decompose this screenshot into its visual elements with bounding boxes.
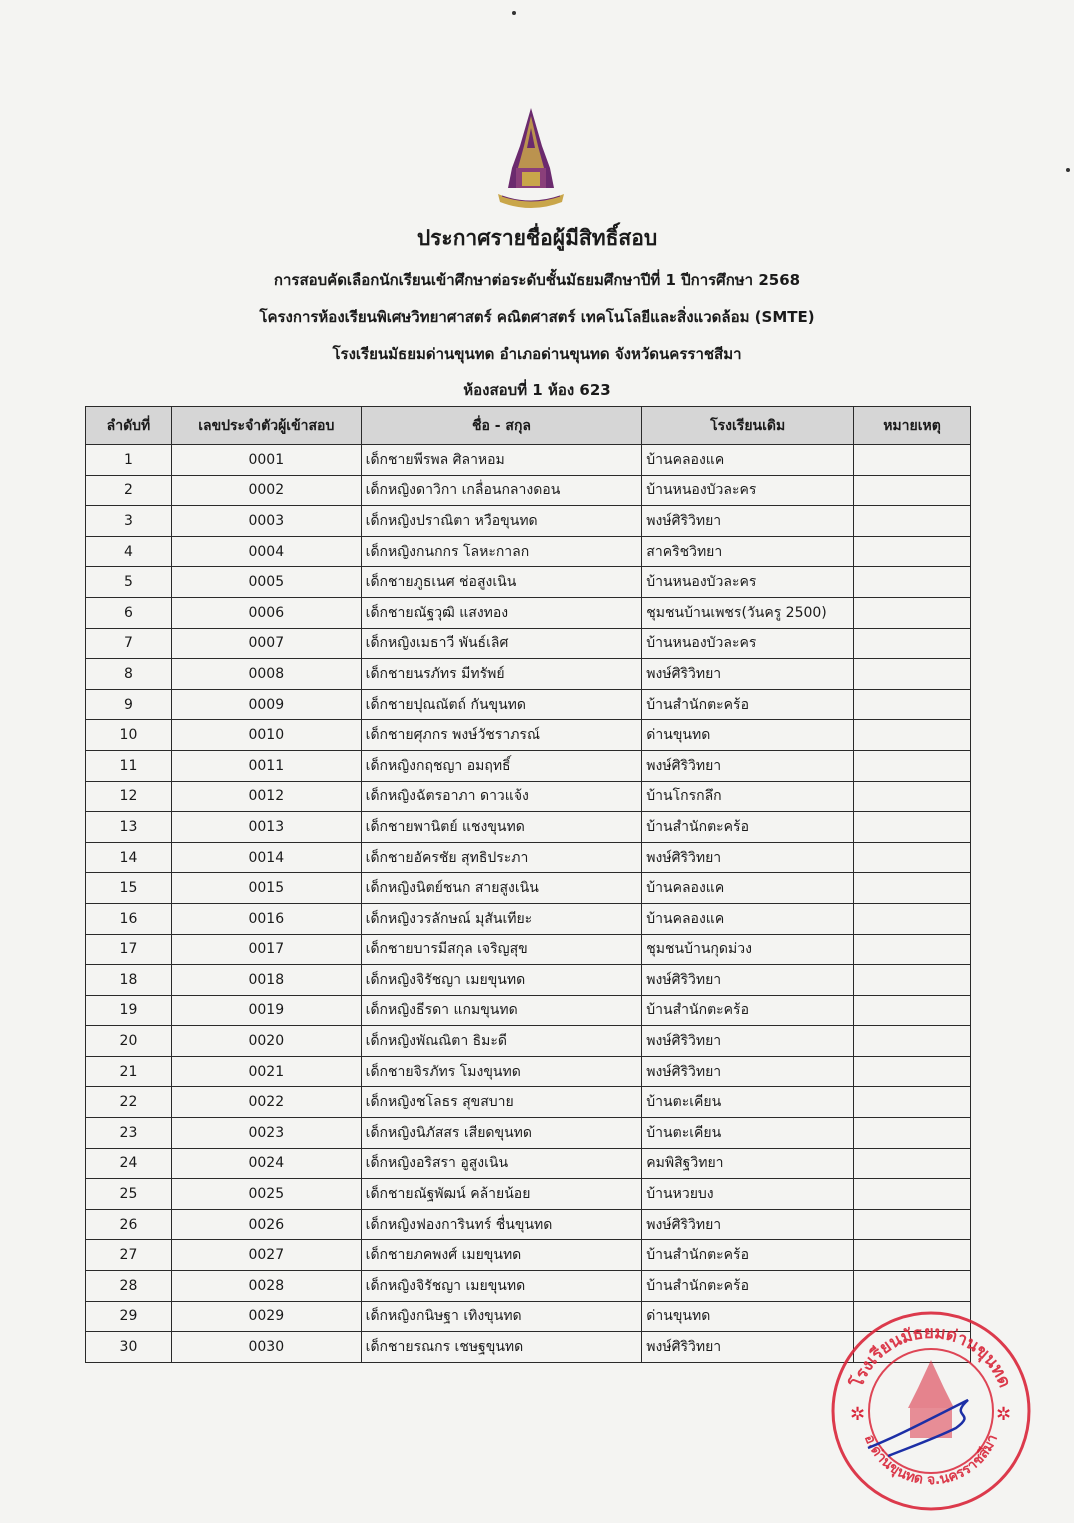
column-header-school: โรงเรียนเดิม bbox=[642, 407, 854, 445]
cell-exam-id: 0024 bbox=[171, 1148, 361, 1179]
cell-school: พงษ์ศิริวิทยา bbox=[642, 1209, 854, 1240]
column-header-no: ลำดับที่ bbox=[86, 407, 172, 445]
table-row bbox=[86, 750, 971, 781]
table-row bbox=[86, 720, 971, 751]
cell-note bbox=[854, 445, 971, 476]
table-row bbox=[86, 842, 971, 873]
cell-school: คมพิสิฐวิทยา bbox=[642, 1148, 854, 1179]
cell-exam-id: 0009 bbox=[171, 689, 361, 720]
cell-exam-id: 0021 bbox=[171, 1056, 361, 1087]
cell-note bbox=[854, 842, 971, 873]
table-row bbox=[86, 812, 971, 843]
table-row bbox=[86, 995, 971, 1026]
cell-exam-id: 0022 bbox=[171, 1087, 361, 1118]
cell-school: บ้านหนองบัวละคร bbox=[642, 475, 854, 506]
table-row bbox=[86, 873, 971, 904]
cell-name: เด็กชายณัฐวุฒิ แสงทอง bbox=[361, 597, 642, 628]
svg-text:✲: ✲ bbox=[850, 1404, 866, 1425]
cell-exam-id: 0010 bbox=[171, 720, 361, 751]
cell-name: เด็กหญิงปราณิตา หวือขุนทด bbox=[361, 506, 642, 537]
cell-note bbox=[854, 1118, 971, 1149]
cell-name: เด็กหญิงพัณณิตา ธิมะดี bbox=[361, 1026, 642, 1057]
table-row bbox=[86, 445, 971, 476]
cell-note bbox=[854, 965, 971, 996]
table-row bbox=[86, 1271, 971, 1302]
cell-school: ชุมชนบ้านกุดม่วง bbox=[642, 934, 854, 965]
cell-note bbox=[854, 1209, 971, 1240]
cell-exam-id: 0013 bbox=[171, 812, 361, 843]
cell-no: 4 bbox=[86, 536, 172, 567]
cell-note bbox=[854, 1056, 971, 1087]
cell-school: พงษ์ศิริวิทยา bbox=[642, 750, 854, 781]
cell-exam-id: 0003 bbox=[171, 506, 361, 537]
cell-school: บ้านคลองแค bbox=[642, 903, 854, 934]
cell-no: 14 bbox=[86, 842, 172, 873]
exam-room: ห้องสอบที่ 1 ห้อง 623 bbox=[463, 381, 611, 399]
cell-school: ชุมชนบ้านเพชร(วันครู 2500) bbox=[642, 597, 854, 628]
table-row bbox=[86, 781, 971, 812]
cell-school: บ้านสำนักตะคร้อ bbox=[642, 995, 854, 1026]
cell-exam-id: 0016 bbox=[171, 903, 361, 934]
cell-name: เด็กหญิงจิรัชญา เมยขุนทด bbox=[361, 1271, 642, 1302]
cell-no: 19 bbox=[86, 995, 172, 1026]
table-row bbox=[86, 475, 971, 506]
column-header-note: หมายเหตุ bbox=[854, 407, 971, 445]
cell-note bbox=[854, 903, 971, 934]
stamp-text-bottom: อ.ด่านขุนทด จ.นครราชสีมา bbox=[860, 1432, 1002, 1489]
cell-school: พงษ์ศิริวิทยา bbox=[642, 842, 854, 873]
cell-no: 15 bbox=[86, 873, 172, 904]
speck-mark bbox=[1066, 168, 1070, 172]
cell-school: บ้านสำนักตะคร้อ bbox=[642, 812, 854, 843]
cell-no: 30 bbox=[86, 1332, 172, 1363]
cell-name: เด็กหญิงธีรดา แกมขุนทด bbox=[361, 995, 642, 1026]
cell-no: 1 bbox=[86, 445, 172, 476]
table-row bbox=[86, 506, 971, 537]
cell-school: บ้านตะเคียน bbox=[642, 1087, 854, 1118]
cell-exam-id: 0029 bbox=[171, 1301, 361, 1332]
cell-note bbox=[854, 1148, 971, 1179]
program-name: โครงการห้องเรียนพิเศษวิทยาศาสตร์ คณิตศาสตร์ เทคโนโลยีและสิ่งแวดล้อม (SMTE) bbox=[259, 308, 815, 326]
cell-note bbox=[854, 750, 971, 781]
table-row bbox=[86, 597, 971, 628]
table-row bbox=[86, 1087, 971, 1118]
cell-name: เด็กหญิงกฤชญา อมฤทธิ์ bbox=[361, 750, 642, 781]
table-row bbox=[86, 1209, 971, 1240]
cell-no: 10 bbox=[86, 720, 172, 751]
cell-name: เด็กหญิงนิภัสสร เสียดขุนทด bbox=[361, 1118, 642, 1149]
cell-name: เด็กชายนรภัทร มีทรัพย์ bbox=[361, 659, 642, 690]
cell-exam-id: 0025 bbox=[171, 1179, 361, 1210]
cell-school: บ้านคลองแค bbox=[642, 873, 854, 904]
cell-note bbox=[854, 536, 971, 567]
cell-note bbox=[854, 1026, 971, 1057]
cell-exam-id: 0026 bbox=[171, 1209, 361, 1240]
cell-no: 26 bbox=[86, 1209, 172, 1240]
cell-school: พงษ์ศิริวิทยา bbox=[642, 659, 854, 690]
cell-name: เด็กหญิงชโลธร สุขสบาย bbox=[361, 1087, 642, 1118]
cell-no: 6 bbox=[86, 597, 172, 628]
cell-no: 16 bbox=[86, 903, 172, 934]
cell-school: บ้านหวยบง bbox=[642, 1179, 854, 1210]
cell-note bbox=[854, 781, 971, 812]
cell-name: เด็กหญิงเมธาวี พันธ์เลิศ bbox=[361, 628, 642, 659]
table-body bbox=[86, 445, 971, 1363]
cell-note bbox=[854, 812, 971, 843]
table-row bbox=[86, 965, 971, 996]
cell-name: เด็กหญิงวรลักษณ์ มุสันเทียะ bbox=[361, 903, 642, 934]
cell-no: 3 bbox=[86, 506, 172, 537]
cell-name: เด็กชายบารมีสกุล เจริญสุข bbox=[361, 934, 642, 965]
cell-exam-id: 0015 bbox=[171, 873, 361, 904]
cell-no: 2 bbox=[86, 475, 172, 506]
cell-exam-id: 0023 bbox=[171, 1118, 361, 1149]
cell-school: ด่านขุนทด bbox=[642, 1301, 854, 1332]
speck-mark bbox=[512, 11, 516, 15]
cell-note bbox=[854, 934, 971, 965]
cell-no: 20 bbox=[86, 1026, 172, 1057]
cell-name: เด็กชายภูธเนศ ช่อสูงเนิน bbox=[361, 567, 642, 598]
cell-no: 9 bbox=[86, 689, 172, 720]
table-row bbox=[86, 1026, 971, 1057]
cell-name: เด็กหญิงฉัตรอาภา ดาวแจ้ง bbox=[361, 781, 642, 812]
cell-school: สาคริชวิทยา bbox=[642, 536, 854, 567]
cell-no: 12 bbox=[86, 781, 172, 812]
cell-school: พงษ์ศิริวิทยา bbox=[642, 1026, 854, 1057]
cell-school: พงษ์ศิริวิทยา bbox=[642, 506, 854, 537]
cell-school: บ้านโกรกลึก bbox=[642, 781, 854, 812]
cell-exam-id: 0008 bbox=[171, 659, 361, 690]
cell-name: เด็กหญิงนิตย์ชนก สายสูงเนิน bbox=[361, 873, 642, 904]
cell-exam-id: 0001 bbox=[171, 445, 361, 476]
cell-note bbox=[854, 597, 971, 628]
cell-note bbox=[854, 506, 971, 537]
table-row bbox=[86, 567, 971, 598]
cell-no: 5 bbox=[86, 567, 172, 598]
cell-note bbox=[854, 659, 971, 690]
cell-name: เด็กหญิงกนิษฐา เทิงขุนทด bbox=[361, 1301, 642, 1332]
cell-school: พงษ์ศิริวิทยา bbox=[642, 965, 854, 996]
table-row bbox=[86, 689, 971, 720]
cell-note bbox=[854, 567, 971, 598]
cell-note bbox=[854, 995, 971, 1026]
table-row bbox=[86, 1056, 971, 1087]
cell-school: บ้านคลองแค bbox=[642, 445, 854, 476]
candidate-table bbox=[85, 406, 971, 1363]
cell-exam-id: 0019 bbox=[171, 995, 361, 1026]
cell-name: เด็กชายปุณณัตถ์ กันขุนทด bbox=[361, 689, 642, 720]
cell-name: เด็กชายพานิตย์ แชงขุนทด bbox=[361, 812, 642, 843]
cell-exam-id: 0018 bbox=[171, 965, 361, 996]
cell-no: 7 bbox=[86, 628, 172, 659]
column-header-name: ชื่อ - สกุล bbox=[361, 407, 642, 445]
cell-school: บ้านหนองบัวละคร bbox=[642, 628, 854, 659]
cell-no: 27 bbox=[86, 1240, 172, 1271]
cell-school: พงษ์ศิริวิทยา bbox=[642, 1056, 854, 1087]
cell-name: เด็กชายจิรภัทร โมงขุนทด bbox=[361, 1056, 642, 1087]
cell-exam-id: 0006 bbox=[171, 597, 361, 628]
cell-note bbox=[854, 689, 971, 720]
cell-note bbox=[854, 1087, 971, 1118]
cell-school: ด่านขุนทด bbox=[642, 720, 854, 751]
table-row bbox=[86, 1179, 971, 1210]
cell-name: เด็กหญิงฟองการินทร์ ชื่นขุนทด bbox=[361, 1209, 642, 1240]
cell-name: เด็กหญิงกนกกร โลหะกาลก bbox=[361, 536, 642, 567]
cell-name: เด็กชายศุภกร พงษ์วัชราภรณ์ bbox=[361, 720, 642, 751]
cell-no: 23 bbox=[86, 1118, 172, 1149]
svg-text:✲: ✲ bbox=[996, 1404, 1012, 1425]
cell-no: 25 bbox=[86, 1179, 172, 1210]
cell-name: เด็กชายรณกร เชษฐขุนทด bbox=[361, 1332, 642, 1363]
cell-exam-id: 0005 bbox=[171, 567, 361, 598]
cell-no: 18 bbox=[86, 965, 172, 996]
cell-school: บ้านตะเคียน bbox=[642, 1118, 854, 1149]
cell-exam-id: 0020 bbox=[171, 1026, 361, 1057]
cell-no: 28 bbox=[86, 1271, 172, 1302]
cell-no: 24 bbox=[86, 1148, 172, 1179]
cell-name: เด็กชายภคพงศ์ เมยขุนทด bbox=[361, 1240, 642, 1271]
table-row bbox=[86, 628, 971, 659]
cell-note bbox=[854, 720, 971, 751]
cell-name: เด็กชายอัครชัย สุทธิประภา bbox=[361, 842, 642, 873]
cell-name: เด็กชายพีรพล ศิลาหอม bbox=[361, 445, 642, 476]
stamp-text-top: โรงเรียนมัธยมด่านขุนทด bbox=[847, 1322, 1015, 1391]
cell-no: 11 bbox=[86, 750, 172, 781]
cell-name: เด็กหญิงอริสรา อูสูงเนิน bbox=[361, 1148, 642, 1179]
cell-school: พงษ์ศิริวิทยา bbox=[642, 1332, 854, 1363]
exam-subtitle: การสอบคัดเลือกนักเรียนเข้าศึกษาต่อระดับชั้นมัธยมศึกษาปีที่ 1 ปีการศึกษา 2568 bbox=[273, 271, 801, 289]
cell-exam-id: 0007 bbox=[171, 628, 361, 659]
cell-note bbox=[854, 1179, 971, 1210]
cell-note bbox=[854, 1271, 971, 1302]
cell-exam-id: 0002 bbox=[171, 475, 361, 506]
table-row bbox=[86, 1118, 971, 1149]
cell-exam-id: 0030 bbox=[171, 1332, 361, 1363]
cell-note bbox=[854, 628, 971, 659]
cell-school: บ้านสำนักตะคร้อ bbox=[642, 689, 854, 720]
table-row bbox=[86, 536, 971, 567]
cell-no: 8 bbox=[86, 659, 172, 690]
cell-school: บ้านหนองบัวละคร bbox=[642, 567, 854, 598]
cell-no: 21 bbox=[86, 1056, 172, 1087]
cell-name: เด็กชายณัฐพัฒน์ คล้ายน้อย bbox=[361, 1179, 642, 1210]
cell-no: 13 bbox=[86, 812, 172, 843]
cell-exam-id: 0027 bbox=[171, 1240, 361, 1271]
table-row bbox=[86, 1148, 971, 1179]
cell-school: บ้านสำนักตะคร้อ bbox=[642, 1271, 854, 1302]
cell-note bbox=[854, 873, 971, 904]
page-title: ประกาศรายชื่อผู้มีสิทธิ์สอบ bbox=[416, 226, 658, 250]
table-row bbox=[86, 1240, 971, 1271]
cell-exam-id: 0012 bbox=[171, 781, 361, 812]
table-row bbox=[86, 659, 971, 690]
table-row bbox=[86, 934, 971, 965]
column-header-id: เลขประจำตัวผู้เข้าสอบ bbox=[171, 407, 361, 445]
cell-no: 17 bbox=[86, 934, 172, 965]
table-header-row bbox=[86, 407, 971, 445]
cell-exam-id: 0004 bbox=[171, 536, 361, 567]
school-seal-stamp-icon bbox=[828, 1308, 1034, 1514]
cell-note bbox=[854, 475, 971, 506]
school-emblem-icon bbox=[492, 106, 570, 212]
school-name: โรงเรียนมัธยมด่านขุนทด อำเภอด่านขุนทด จังหวัดนครราชสีมา bbox=[332, 345, 742, 363]
cell-school: บ้านสำนักตะคร้อ bbox=[642, 1240, 854, 1271]
cell-note bbox=[854, 1240, 971, 1271]
cell-name: เด็กหญิงดาวิกา เกลื่อนกลางดอน bbox=[361, 475, 642, 506]
cell-exam-id: 0017 bbox=[171, 934, 361, 965]
cell-no: 29 bbox=[86, 1301, 172, 1332]
cell-exam-id: 0011 bbox=[171, 750, 361, 781]
cell-no: 22 bbox=[86, 1087, 172, 1118]
cell-exam-id: 0014 bbox=[171, 842, 361, 873]
cell-exam-id: 0028 bbox=[171, 1271, 361, 1302]
cell-name: เด็กหญิงจิรัชญา เมยขุนทด bbox=[361, 965, 642, 996]
table-row bbox=[86, 903, 971, 934]
